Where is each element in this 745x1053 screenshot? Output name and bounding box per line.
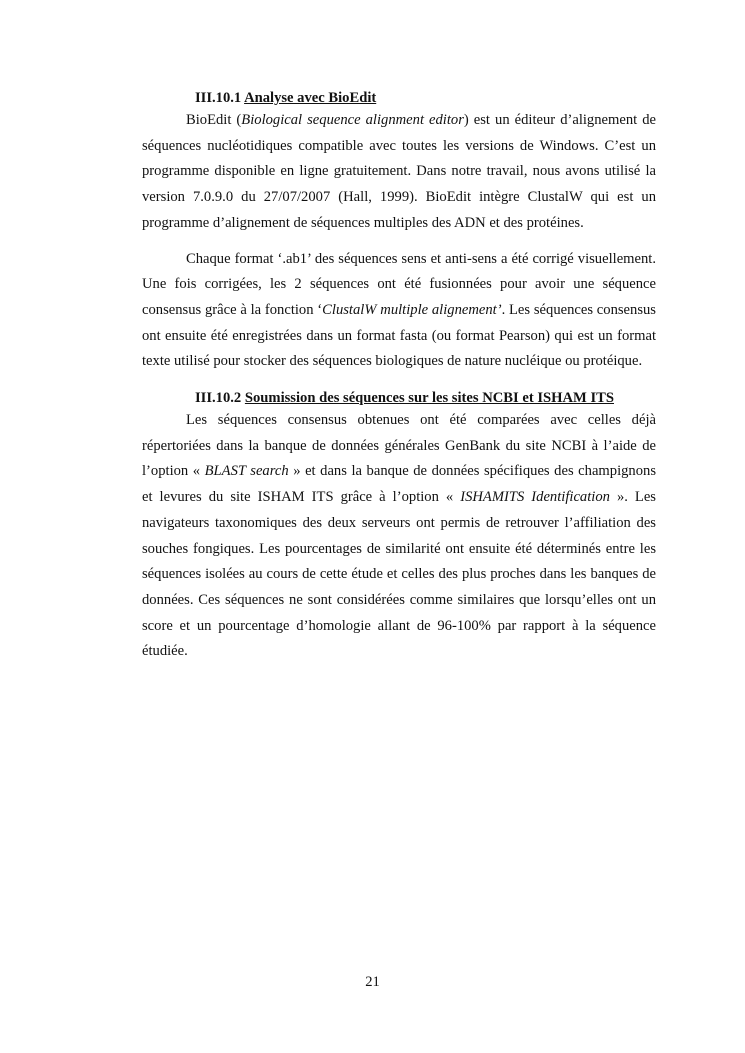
italic-text: ISHAMITS Identification — [460, 489, 610, 506]
section-heading — [195, 88, 656, 108]
italic-text: BLAST search — [204, 463, 289, 480]
section-heading — [195, 388, 656, 408]
section-title: Soumission des séquences sur les sites NCBI et ISHAM ITS — [244, 390, 614, 407]
section-title: Analyse avec BioEdit — [244, 90, 377, 106]
paragraph: Chaque format ‘.ab1’ des séquences sens et anti-sens a été corrigé visuellement. Une fois corrigées, les 2 séquences ont été fusionnées pour avoir une séquence consensus grâce à la fonction ‘ClustalW multiple alignement’. Les séquences consensus ont ensuite été enregistrées dans un format fasta (ou format Pearson) qui est un format texte utilisé pour stocker des séquences biologiques de nature nucléique ou protéique. — [142, 250, 656, 370]
italic-text: ClustalW multiple alignement’ — [322, 301, 502, 318]
section-body — [142, 408, 656, 665]
section-number: III.10.1 — [195, 90, 242, 106]
page-content — [142, 88, 656, 665]
section-gap — [142, 375, 656, 388]
page-number: 21 — [365, 974, 380, 990]
paragraph: BioEdit (Biological sequence alignment editor) est un éditeur d’alignement de séquences nucléotidiques compatible avec toutes les versions de Windows. C’est un programme disponible en ligne gratuitement. Dans notre travail, nous avons utilisé la version 7.0.9.0 du 27/07/2007 (Hall, 1999). BioEdit intègre ClustalW qui est un programme d’alignement de séquences multiples des ADN et des protéines. — [142, 112, 656, 231]
italic-text: Biological sequence alignment editor — [241, 112, 464, 128]
paragraph: Les séquences consensus obtenues ont été comparées avec celles déjà répertoriées dans la banque de données générales GenBank du site NCBI à l’aide de l’option « BLAST search » et dans la banque de données spécifiques des champignons et levures du site ISHAM ITS grâce à l’option « ISHAMITS Identification ». Les navigateurs taxonomiques des deux serveurs ont permis de retrouver l’affiliation des souches fongiques. Les pourcentages de similarité ont ensuite été déterminés entre les séquences isolées au cours de cette étude et celles des plus proches dans les banques de données. Ces séquences ne sont considérées comme similaires que lorsqu’elles ont un score et un pourcentage d’homologie allant de 96-100% par rapport à la séquence étudiée. — [142, 412, 657, 660]
section-body — [142, 108, 656, 375]
section-number: III.10.2 — [195, 390, 242, 407]
